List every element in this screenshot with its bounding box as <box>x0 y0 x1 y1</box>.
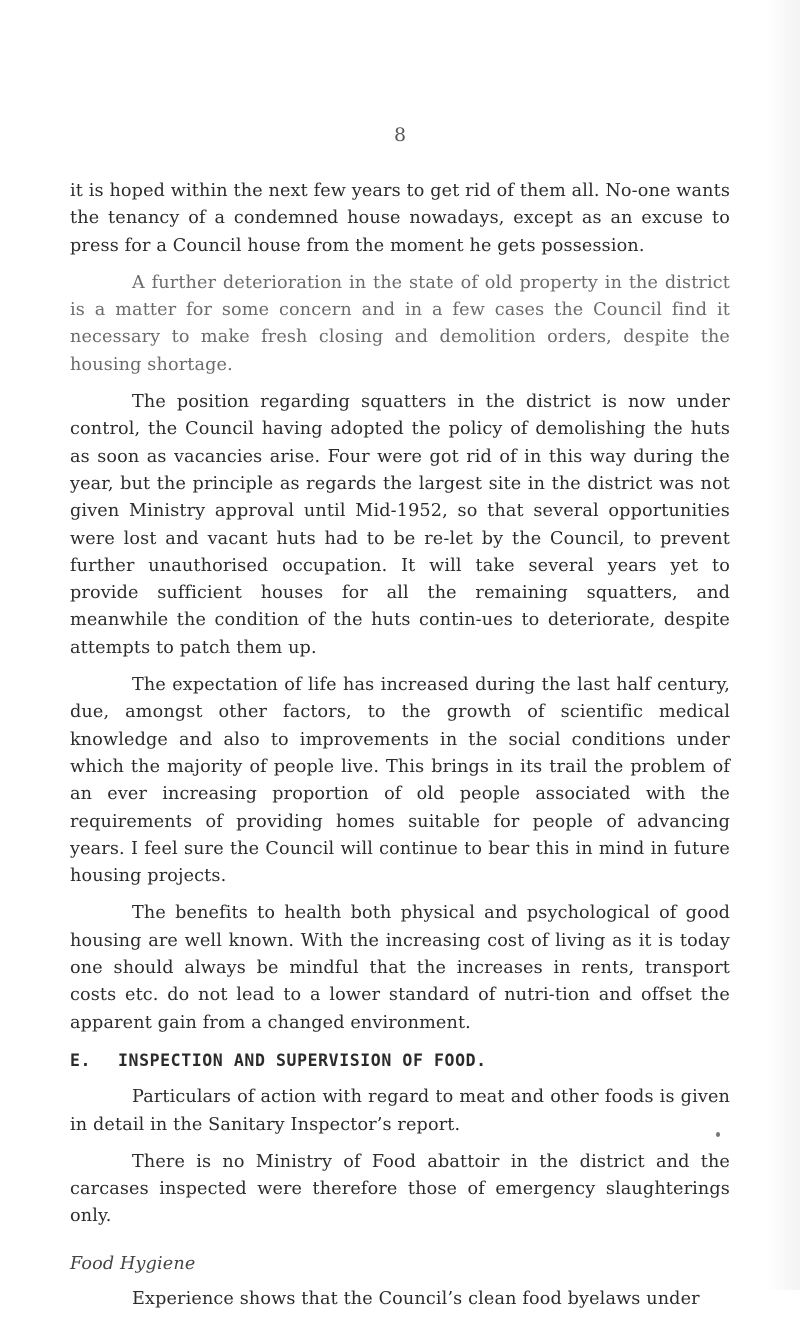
ink-speck <box>716 1132 720 1137</box>
paragraph-particulars: Particulars of action with regard to meat and other foods is given in detail in the Sanitary Inspector’s report. <box>70 1087 730 1135</box>
paragraph-continuation: it is hoped within the next few years to get rid of them all. No-one wants the tenancy of a condemned house nowadays, except as an excuse to press for a Council house from the moment he gets possession. <box>70 181 730 256</box>
page-number: 8 <box>393 124 407 146</box>
paragraph-food-byelaws: Experience shows that the Council’s clean food byelaws under <box>132 1288 700 1309</box>
paragraph-housing-benefits: The benefits to health both physical and psychological of good housing are well known. With the increasing cost of living as it is today one should always be mindful that the increases in rents, transport costs etc. do not lead to a lower standard of nutri-tion and offset the apparent gain from a changed environment. <box>70 903 730 1033</box>
section-title: INSPECTION AND SUPERVISION OF FOOD. <box>118 1050 487 1070</box>
paragraph-squatters: The position regarding squatters in the district is now under control, the Council having adopted the policy of demolishing the huts as soon as vacancies arise. Four were got rid of in this way during the year, but the principle as regards the largest site in the district was not given Ministry approval until Mid-1952, so that several opportunities were lost and vacant huts had to be re-let by the Council, to prevent further unauthorised occupation. It will take several years yet to provide sufficient houses for all the remaining squatters, and meanwhile the condition of the huts contin-ues to deteriorate, despite attempts to patch them up. <box>70 392 730 658</box>
paragraph-life-expectancy: The expectation of life has increased during the last half century, due, amongst other factors, to the growth of scientific medical knowledge and also to improvements in the social conditions under which the majority of people live. This brings in its trail the problem of an ever increasing proportion of old people associated with the requirements of providing homes suitable for people of advancing years. I feel sure the Council will continue to bear this in mind in future housing projects. <box>70 675 730 887</box>
section-letter: E. <box>70 1050 92 1070</box>
section-heading <box>70 1047 730 1074</box>
paragraph-abattoir: There is no Ministry of Food abattoir in the district and the carcases inspected were therefore those of emergency slaughterings only. <box>70 1151 730 1227</box>
subheading-food-hygiene: Food Hygiene <box>70 1253 196 1274</box>
body-text <box>70 178 730 1323</box>
paragraph-old-property: A further deterioration in the state of old property in the district is a matter for some concern and in a few cases the Council find it necessary to make fresh closing and demolition orders, despite the housing shortage. <box>70 272 730 375</box>
